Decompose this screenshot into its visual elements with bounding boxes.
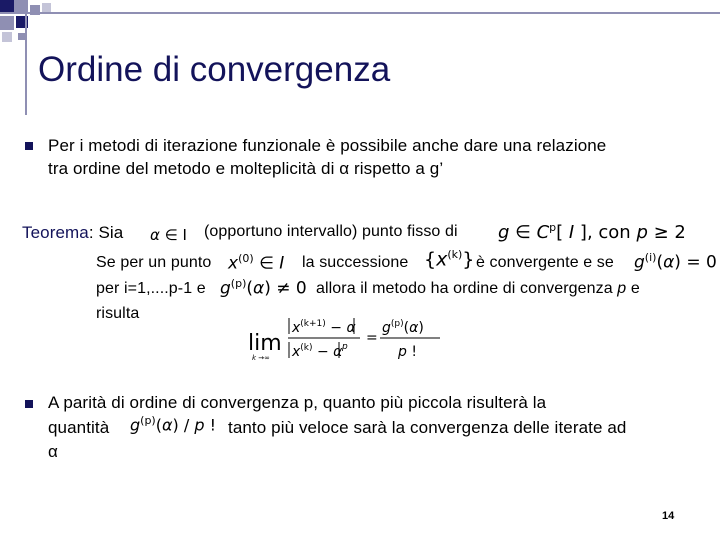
formula-lim-rhs-numerator: $g^{(p)}(\alpha)$ bbox=[382, 319, 424, 336]
formula-g-in-cp: g ∈ $C^p$[ I ], con p ≥ 2 bbox=[498, 221, 686, 243]
bullet2-line2-a: quantità bbox=[48, 418, 110, 437]
corner-decoration bbox=[0, 0, 60, 50]
formula-gp-alpha-nonzero: $g^{(p)}(\alpha) \ne 0$ bbox=[220, 277, 307, 299]
title-rule-vertical bbox=[25, 0, 27, 115]
formula-lim-text: lim bbox=[248, 331, 282, 356]
theorem-interval-text: (opportuno intervallo) punto fisso di bbox=[204, 223, 458, 240]
theorem-line3-a: per i=1,....p-1 e bbox=[96, 280, 206, 297]
formula-lim-equals: = bbox=[366, 330, 378, 346]
theorem-label: Teorema bbox=[22, 223, 89, 242]
title-rule-horizontal bbox=[0, 12, 720, 14]
bullet2-line1: A parità di ordine di convergenza p, quanto più piccola risulterà la bbox=[48, 393, 547, 412]
formula-x0-in-I: $x^{(0)}$ ∈ I bbox=[228, 252, 285, 274]
bullet1-line2: tra ordine del metodo e molteplicità di α rispetto a g’ bbox=[48, 159, 444, 178]
deco-square bbox=[42, 3, 51, 12]
formula-lim-rhs-denominator: p ! bbox=[398, 344, 417, 360]
deco-square bbox=[2, 32, 12, 42]
theorem-sia: : Sia bbox=[88, 223, 124, 242]
theorem-line2-c: è convergente e se bbox=[476, 254, 614, 271]
formula-limit bbox=[244, 312, 444, 362]
theorem-line3-text: allora il metodo ha ordine di convergenza bbox=[316, 280, 613, 297]
theorem-line2-a: Se per un punto bbox=[96, 254, 212, 271]
formula-alpha-in-I: α ∈ I bbox=[150, 226, 187, 244]
page-number: 14 bbox=[662, 510, 675, 522]
formula-lim-sub: k →∞ bbox=[252, 354, 270, 362]
theorem-heading bbox=[22, 223, 123, 243]
formula-lim-denominator: $x^{(k)} - \alpha$ bbox=[292, 343, 343, 360]
theorem-line3-e: e bbox=[630, 280, 640, 297]
theorem-line4: risulta bbox=[96, 305, 140, 322]
bullet2-line2-b: tanto più veloce sarà la convergenza delle iterate ad bbox=[228, 418, 627, 437]
slide-title: Ordine di convergenza bbox=[38, 50, 391, 89]
bullet2-line3: α bbox=[48, 442, 58, 461]
bullet1-line1: Per i metodi di iterazione funzionale è possibile anche dare una relazione bbox=[48, 136, 607, 155]
theorem-line3-p: p bbox=[617, 280, 627, 297]
bullet-marker bbox=[25, 400, 33, 408]
formula-gp-over-pfact: $g^{(p)}(\alpha)$ / p ! bbox=[130, 414, 216, 435]
formula-lim-numerator: $x^{(k+1)} - \alpha$ bbox=[292, 319, 356, 336]
deco-square bbox=[0, 16, 14, 30]
theorem-line2-b: la successione bbox=[302, 254, 409, 271]
formula-gi-alpha-zero: $g^{(i)}(\alpha) = 0$ bbox=[634, 251, 717, 273]
bullet-marker bbox=[25, 142, 33, 150]
deco-square bbox=[18, 33, 25, 40]
theorem-line3-b bbox=[316, 280, 640, 298]
formula-lim-power: p bbox=[342, 342, 348, 352]
formula-sequence-xk: $\{x^{(k)}\}$ bbox=[424, 248, 475, 271]
